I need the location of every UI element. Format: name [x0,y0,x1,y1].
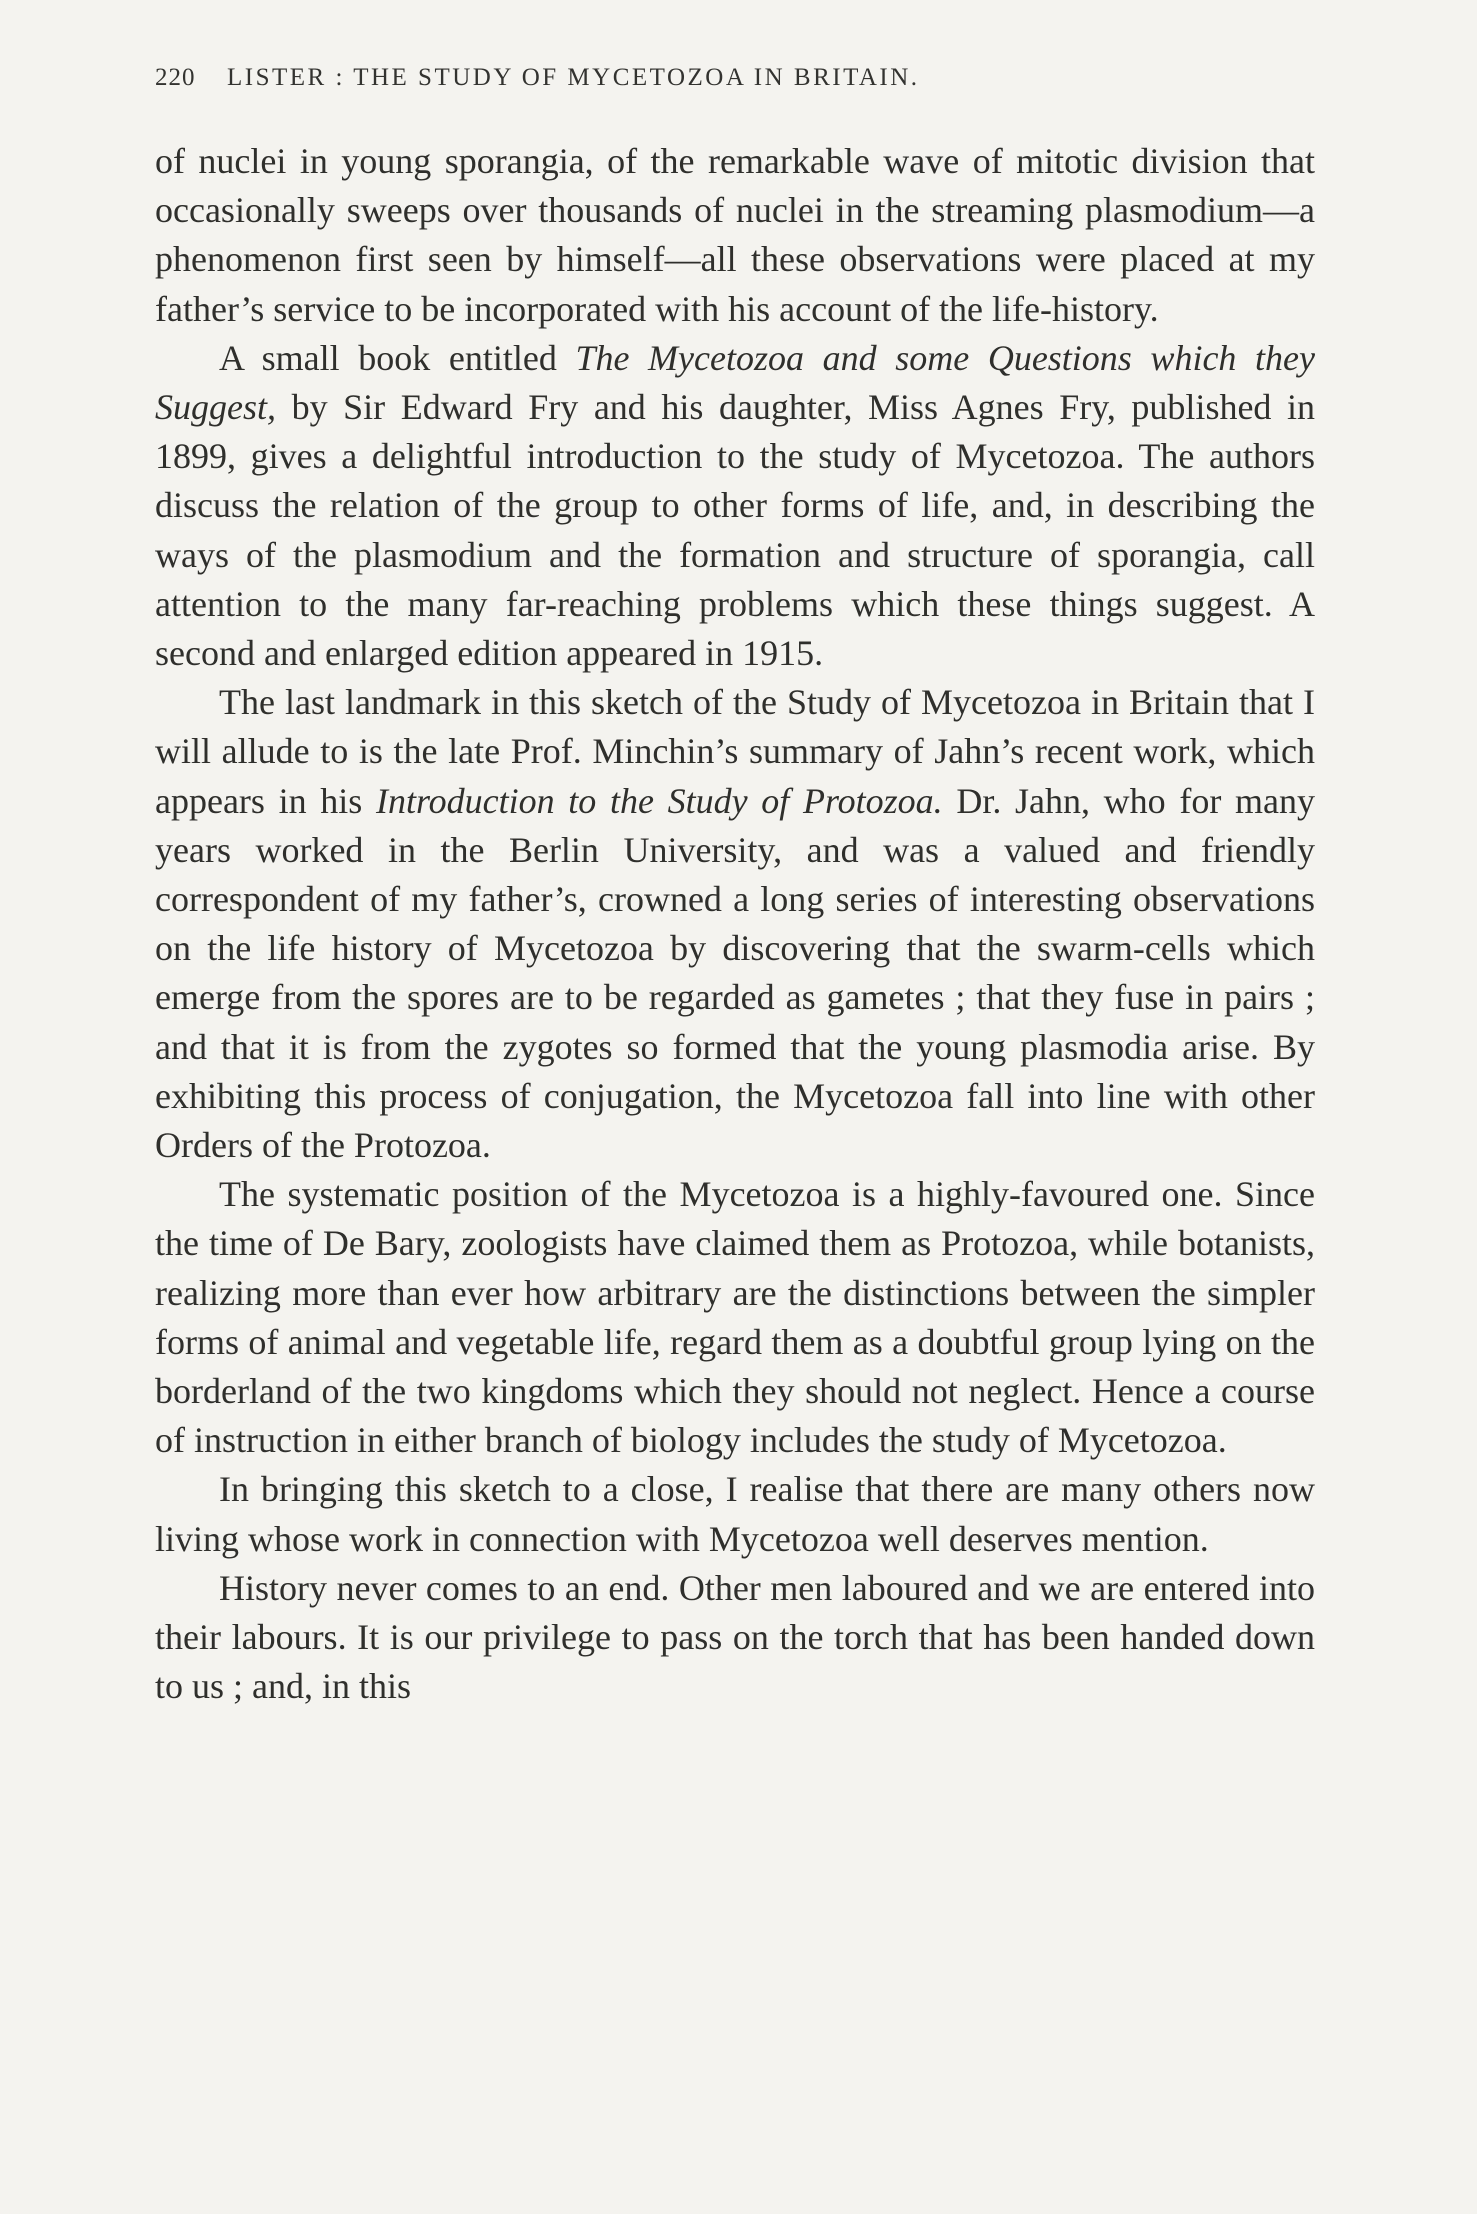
paragraph-history [155,1564,1315,1712]
running-header [155,64,920,92]
paragraph-closing-sketch [155,1465,1315,1563]
paragraph-text: The systematic position of the Mycetozoa is a highly-favoured one. Since the time of De Bary, zoologists have claimed them as Protozoa, while botanists, realizing more than ever how arbitrary are the distinctions between the simpler forms of animal and vegetable life, regard them as a doubtful group lying on the borderland of the two kingdoms which they should not neglect. Hence a course of instruction in either branch of biology includes the study of Mycetozoa. [155,1174,1315,1461]
paragraph-text: In bringing this sketch to a close, I realise that there are many others now living whose work in connection with Mycetozoa well deserves mention. [155,1469,1315,1559]
paragraph-text: The last landmark in this sketch of the Study of Mycetozoa in Britain that I will allude to is the late Prof. Minchin’s summary of Jahn’s recent work, which appears in his [155,682,1315,821]
paragraph-text: A small book entitled [219,337,576,378]
paragraph-text: History never comes to an end. Other men laboured and we are entered into their labours. It is our privilege to pass on the torch that has been handed down to us ; and, in this [155,1567,1315,1707]
paragraph-text: Dr. Jahn, who for many years worked in the Berlin University, and was a valued and friendly correspondent of my father’s, crowned a long series of interesting observations on the life history of Mycetozoa by discovering that the swarm-cells which emerge from the spores are to be regarded as gametes ; that they fuse in pairs ; and that it is from the zygotes so formed that the young plasmodia arise. By exhibiting this process of conjugation, the Mycetozoa fall into line with other Orders of the Protozoa. [155,780,1315,1166]
paragraph-jahn-work [155,678,1315,1170]
book-title: Introduction to the Study of Protozoa. [375,780,943,821]
page-number: 220 [155,64,196,91]
book-title: The Mycetozoa and some Questions which they Suggest, [155,337,1315,428]
paragraph-continued [155,137,1315,334]
body-text [155,137,1315,1712]
paragraph-fry-book [155,334,1315,678]
paragraph-text: by Sir Edward Fry and his daughter, Miss Agnes Fry, published in 1899, gives a delightful introduction to the study of Mycetozoa. The authors discuss the relation of the group to other forms of life, and, in describing the ways of the plasmodium and the formation and structure of sporangia, call attention to the many far-reaching problems which these things suggest. A second and enlarged edition appeared in 1915. [155,387,1315,674]
paragraph-text: of nuclei in young sporangia, of the remarkable wave of mitotic division that occasionally sweeps over thousands of nuclei in the streaming plasmodium—a phenomenon first seen by himself—all these observations were placed at my father’s service to be incorporated with his account of the life-history. [155,141,1315,329]
running-title: LISTER : THE STUDY OF MYCETOZOA IN BRITAIN. [227,64,920,91]
paragraph-systematic-position [155,1170,1315,1465]
